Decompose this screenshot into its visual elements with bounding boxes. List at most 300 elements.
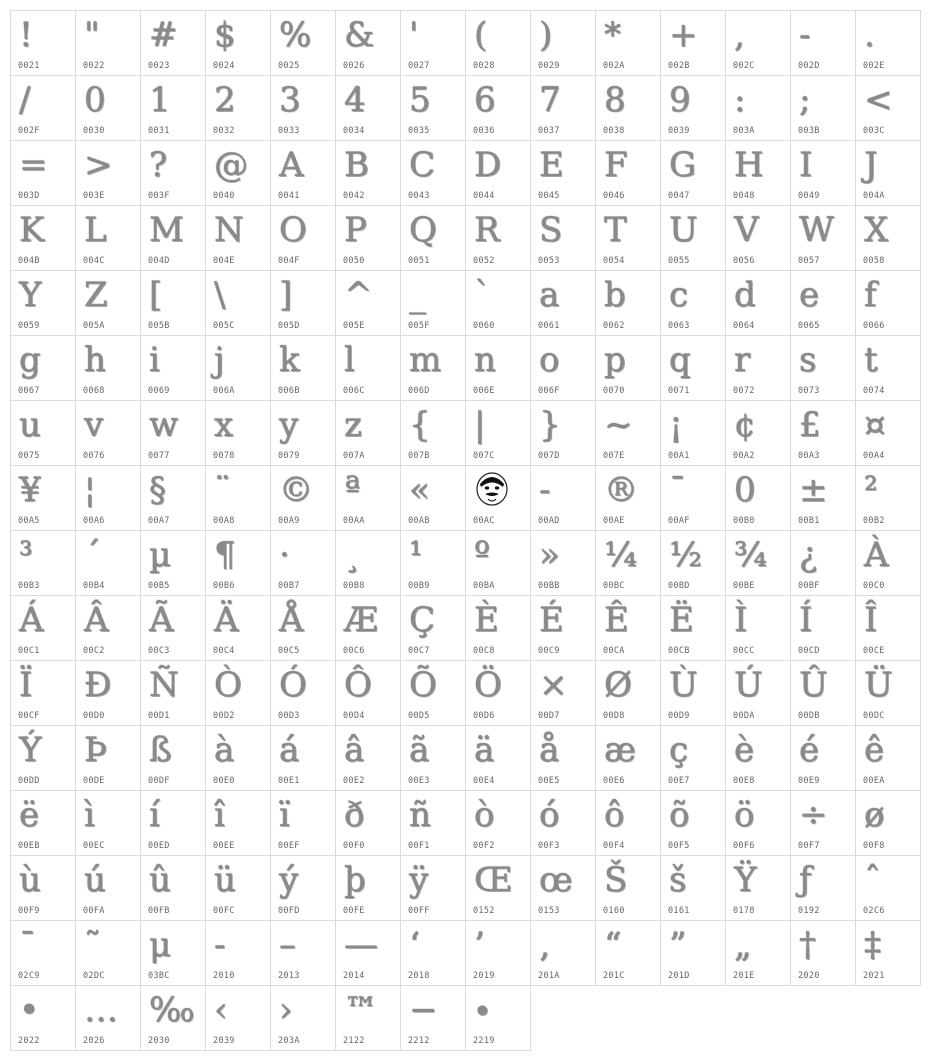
- glyph-code-label: 007C: [473, 451, 495, 461]
- glyph-code-label: 006B: [278, 386, 300, 396]
- glyph-cell: [76, 596, 141, 661]
- glyph-cell: [791, 11, 856, 76]
- glyph-cell: [336, 856, 401, 921]
- glyph-char: G: [669, 145, 697, 185]
- glyph-cell: [661, 791, 726, 856]
- glyph-cell: [466, 921, 531, 986]
- glyph-char: T: [604, 210, 627, 250]
- glyph-code-label: 00DB: [798, 711, 820, 721]
- glyph-code-label: 00A7: [148, 516, 170, 526]
- glyph-code-label: 00CA: [603, 646, 625, 656]
- glyph-char: ‐: [214, 925, 226, 965]
- glyph-code-label: 00EF: [278, 841, 300, 851]
- glyph-char: h: [84, 340, 106, 380]
- glyph-cell: [726, 596, 791, 661]
- glyph-code-label: 00A3: [798, 451, 820, 461]
- glyph-cell: [336, 271, 401, 336]
- glyph-char: Ö: [474, 665, 502, 705]
- glyph-char: $: [214, 15, 236, 55]
- glyph-cell: [726, 141, 791, 206]
- glyph-cell: [596, 11, 661, 76]
- glyph-cell: [596, 791, 661, 856]
- glyph-cell: [531, 661, 596, 726]
- glyph-code-label: 0039: [668, 126, 690, 136]
- glyph-cell: [141, 141, 206, 206]
- glyph-char: Ä: [214, 600, 239, 640]
- glyph-cell: [661, 76, 726, 141]
- glyph-char: ˜: [84, 925, 101, 965]
- glyph-cell: [401, 791, 466, 856]
- glyph-code-label: 0034: [343, 126, 365, 136]
- glyph-char: ¯: [669, 470, 686, 510]
- glyph-char: ‚: [539, 925, 550, 965]
- glyph-char: |: [474, 405, 486, 445]
- glyph-cell: [856, 11, 921, 76]
- glyph-code-label: 00C1: [18, 646, 40, 656]
- glyph-char: à: [214, 730, 235, 770]
- glyph-code-label: 004E: [213, 256, 235, 266]
- glyph-code-label: 002C: [733, 61, 755, 71]
- glyph-cell: [336, 921, 401, 986]
- glyph-code-label: 00C0: [863, 581, 885, 591]
- glyph-char: -: [539, 470, 551, 510]
- glyph-char: L: [84, 210, 107, 250]
- glyph-code-label: 00D9: [668, 711, 690, 721]
- glyph-char: K: [19, 210, 45, 250]
- glyph-code-label: 00BC: [603, 581, 625, 591]
- glyph-cell: [271, 271, 336, 336]
- glyph-char: ¡: [669, 405, 683, 445]
- glyph-char: /: [19, 80, 31, 120]
- glyph-char: ©: [279, 470, 313, 510]
- glyph-cell: [466, 726, 531, 791]
- glyph-char: g: [19, 340, 41, 380]
- glyph-code-label: 004F: [278, 256, 300, 266]
- glyph-cell: [661, 11, 726, 76]
- glyph-cell: [271, 141, 336, 206]
- glyph-code-label: 007E: [603, 451, 625, 461]
- glyph-char: ü: [214, 860, 236, 900]
- glyph-code-label: 00BE: [733, 581, 755, 591]
- glyph-code-label: 00B6: [213, 581, 235, 591]
- glyph-cell: [271, 661, 336, 726]
- glyph-code-label: 00E2: [343, 776, 365, 786]
- glyph-code-label: 00F0: [343, 841, 365, 851]
- glyph-code-label: 00F9: [18, 906, 40, 916]
- glyph-code-label: 00B3: [18, 581, 40, 591]
- glyph-cell: [466, 206, 531, 271]
- glyph-cell: [466, 986, 531, 1051]
- glyph-code-label: 005A: [83, 321, 105, 331]
- glyph-cell: [791, 401, 856, 466]
- glyph-code-label: 0048: [733, 191, 755, 201]
- glyph-code-label: 006C: [343, 386, 365, 396]
- glyph-code-label: 0024: [213, 61, 235, 71]
- glyph-char: ó: [539, 795, 560, 835]
- glyph-code-label: 0043: [408, 191, 430, 201]
- glyph-cell: [661, 596, 726, 661]
- glyph-cell: [401, 206, 466, 271]
- glyph-cell: [206, 401, 271, 466]
- glyph-code-label: 0047: [668, 191, 690, 201]
- glyph-char: _: [409, 275, 426, 315]
- glyph-char: −: [409, 990, 438, 1030]
- glyph-char: ∙: [474, 990, 491, 1030]
- glyph-char: W: [799, 210, 834, 250]
- glyph-cell: [466, 336, 531, 401]
- glyph-char: ê: [864, 730, 885, 770]
- glyph-code-label: 0153: [538, 906, 560, 916]
- glyph-char: Û: [799, 665, 828, 705]
- glyph-cell: [206, 726, 271, 791]
- glyph-code-label: 0028: [473, 61, 495, 71]
- glyph-code-label: 00A1: [668, 451, 690, 461]
- glyph-code-label: 0152: [473, 906, 495, 916]
- glyph-cell: [466, 76, 531, 141]
- glyph-code-label: 007A: [343, 451, 365, 461]
- glyph-cell: [531, 791, 596, 856]
- glyph-cell: [141, 661, 206, 726]
- glyph-cell: [596, 141, 661, 206]
- glyph-code-label: 004D: [148, 256, 170, 266]
- glyph-code-label: 00A6: [83, 516, 105, 526]
- glyph-char: =: [19, 145, 48, 185]
- glyph-char: j: [214, 340, 225, 380]
- glyph-code-label: 00E6: [603, 776, 625, 786]
- glyph-char: ?: [149, 145, 168, 185]
- glyph-code-label: 00F3: [538, 841, 560, 851]
- glyph-cell: [76, 11, 141, 76]
- glyph-code-label: 00C6: [343, 646, 365, 656]
- glyph-code-label: 004C: [83, 256, 105, 266]
- glyph-code-label: 0031: [148, 126, 170, 136]
- glyph-cell: [271, 921, 336, 986]
- glyph-code-label: 00DF: [148, 776, 170, 786]
- glyph-code-label: 0044: [473, 191, 495, 201]
- glyph-code-label: 005C: [213, 321, 235, 331]
- glyph-cell: [11, 11, 76, 76]
- glyph-char: P: [344, 210, 367, 250]
- glyph-char: ä: [474, 730, 495, 770]
- glyph-char: Î: [864, 600, 878, 640]
- glyph-cell: [726, 466, 791, 531]
- glyph-code-label: 00BA: [473, 581, 495, 591]
- glyph-char: .: [864, 15, 875, 55]
- glyph-cell: [11, 141, 76, 206]
- glyph-cell: [726, 726, 791, 791]
- glyph-char: Å: [279, 600, 304, 640]
- glyph-char: þ: [344, 860, 366, 900]
- glyph-code-label: 00E0: [213, 776, 235, 786]
- glyph-cell: [856, 206, 921, 271]
- glyph-cell: [596, 921, 661, 986]
- glyph-code-label: 005E: [343, 321, 365, 331]
- glyph-char: ¢: [734, 405, 756, 445]
- glyph-cell: [531, 11, 596, 76]
- glyph-char: t: [864, 340, 878, 380]
- glyph-char: «: [409, 470, 430, 510]
- glyph-char: b: [604, 275, 626, 315]
- glyph-char: ¦: [84, 470, 96, 510]
- glyph-code-label: 006F: [538, 386, 560, 396]
- glyph-cell: [596, 531, 661, 596]
- glyph-cell: [336, 11, 401, 76]
- glyph-cell: [401, 531, 466, 596]
- glyph-cell: [726, 336, 791, 401]
- glyph-char: ·: [279, 535, 290, 575]
- glyph-char: †: [799, 925, 816, 965]
- glyph-cell: [336, 531, 401, 596]
- glyph-code-label: 00E5: [538, 776, 560, 786]
- glyph-char: Ü: [864, 665, 893, 705]
- glyph-code-label: 002D: [798, 61, 820, 71]
- glyph-cell: [76, 401, 141, 466]
- glyph-char: 3: [279, 80, 301, 120]
- glyph-cell: [791, 791, 856, 856]
- glyph-char: ¤: [864, 405, 886, 445]
- glyph-char: M: [149, 210, 184, 250]
- glyph-code-label: 002F: [18, 126, 40, 136]
- glyph-char: R: [474, 210, 500, 250]
- glyph-char: a: [539, 275, 560, 315]
- glyph-code-label: 00FF: [408, 906, 430, 916]
- glyph-code-label: 00AA: [343, 516, 365, 526]
- glyph-char: Ê: [604, 600, 629, 640]
- glyph-code-label: 00D7: [538, 711, 560, 721]
- glyph-code-label: 0074: [863, 386, 885, 396]
- glyph-cell: [726, 856, 791, 921]
- glyph-code-label: 0033: [278, 126, 300, 136]
- glyph-cell: [11, 791, 76, 856]
- glyph-char: ‘: [409, 925, 420, 965]
- glyph-code-label: 00DD: [18, 776, 40, 786]
- glyph-code-label: 0046: [603, 191, 625, 201]
- glyph-cell: [76, 726, 141, 791]
- glyph-cell: [661, 401, 726, 466]
- glyph-char: u: [19, 405, 41, 445]
- glyph-cell: [791, 596, 856, 661]
- glyph-char: Ÿ: [734, 860, 757, 900]
- glyph-code-label: 004A: [863, 191, 885, 201]
- glyph-cell: [206, 921, 271, 986]
- glyph-cell: [76, 791, 141, 856]
- glyph-code-label: 00D5: [408, 711, 430, 721]
- glyph-cell: [206, 11, 271, 76]
- glyph-cell: [856, 921, 921, 986]
- glyph-code-label: 0053: [538, 256, 560, 266]
- glyph-code-label: 0077: [148, 451, 170, 461]
- glyph-code-label: 2022: [18, 1036, 40, 1046]
- glyph-cell: [336, 596, 401, 661]
- glyph-char: “: [604, 925, 622, 965]
- glyph-char: ~: [604, 405, 633, 445]
- glyph-char: S: [539, 210, 563, 250]
- glyph-code-label: 00CE: [863, 646, 885, 656]
- glyph-char: [: [149, 275, 163, 315]
- glyph-char: ›: [279, 990, 293, 1030]
- glyph-code-label: 00B1: [798, 516, 820, 526]
- glyph-code-label: 00AD: [538, 516, 560, 526]
- glyph-char: ": [84, 15, 100, 55]
- glyph-char: y: [279, 405, 299, 445]
- glyph-code-label: 0061: [538, 321, 560, 331]
- glyph-code-label: 00BF: [798, 581, 820, 591]
- glyph-code-label: 0065: [798, 321, 820, 331]
- glyph-cell: [466, 11, 531, 76]
- glyph-cell: [141, 336, 206, 401]
- glyph-code-label: 00CC: [733, 646, 755, 656]
- glyph-cell: [141, 726, 206, 791]
- glyph-char: Z: [84, 275, 108, 315]
- glyph-cell: [76, 206, 141, 271]
- glyph-cell: [531, 271, 596, 336]
- glyph-char: ˆ: [864, 860, 881, 900]
- glyph-char: ë: [19, 795, 40, 835]
- glyph-char: <: [864, 80, 893, 120]
- glyph-code-label: 0075: [18, 451, 40, 461]
- glyph-code-label: 00FB: [148, 906, 170, 916]
- glyph-char: #: [149, 15, 178, 55]
- glyph-char: ¹: [409, 535, 423, 575]
- glyph-cell: [856, 401, 921, 466]
- glyph-char: ^: [344, 275, 373, 315]
- glyph-cell: [726, 791, 791, 856]
- glyph-code-label: 00BB: [538, 581, 560, 591]
- glyph-char: p: [604, 340, 626, 380]
- glyph-code-label: 0052: [473, 256, 495, 266]
- glyph-code-label: 00C5: [278, 646, 300, 656]
- glyph-char: Â: [84, 600, 109, 640]
- glyph-cell: [401, 401, 466, 466]
- face-portrait-icon: [476, 472, 508, 506]
- glyph-code-label: 0071: [668, 386, 690, 396]
- glyph-code-label: 0023: [148, 61, 170, 71]
- glyph-cell: [531, 76, 596, 141]
- glyph-char: Y: [19, 275, 42, 315]
- glyph-char: w: [149, 405, 179, 445]
- glyph-char: ”: [669, 925, 687, 965]
- glyph-code-label: 0069: [148, 386, 170, 396]
- glyph-char: ƒ: [799, 860, 812, 900]
- glyph-cell: [336, 466, 401, 531]
- glyph-cell: [531, 336, 596, 401]
- glyph-char: ð: [344, 795, 365, 835]
- glyph-code-label: 0178: [733, 906, 755, 916]
- glyph-cell: [336, 206, 401, 271]
- glyph-code-label: 2030: [148, 1036, 170, 1046]
- glyph-code-label: 0160: [603, 906, 625, 916]
- glyph-code-label: 00B0: [733, 516, 755, 526]
- glyph-char: Þ: [84, 730, 107, 770]
- glyph-code-label: 0041: [278, 191, 300, 201]
- glyph-char: •: [19, 990, 40, 1030]
- glyph-cell: [401, 336, 466, 401]
- glyph-char: è: [734, 730, 755, 770]
- glyph-cell: [336, 986, 401, 1051]
- glyph-cell: [596, 661, 661, 726]
- glyph-cell: [336, 401, 401, 466]
- glyph-code-label: 003C: [863, 126, 885, 136]
- glyph-grid: [10, 10, 922, 1051]
- glyph-char: ³: [19, 535, 33, 575]
- glyph-code-label: 0027: [408, 61, 430, 71]
- glyph-code-label: 2013: [278, 971, 300, 981]
- glyph-char: {: [409, 405, 431, 445]
- glyph-cell: [791, 661, 856, 726]
- glyph-code-label: 2018: [408, 971, 430, 981]
- glyph-char: §: [149, 470, 166, 510]
- glyph-cell: [206, 596, 271, 661]
- glyph-char: ¼: [604, 535, 637, 575]
- glyph-code-label: 2122: [343, 1036, 365, 1046]
- glyph-code-label: 00E8: [733, 776, 755, 786]
- glyph-code-label: 00C9: [538, 646, 560, 656]
- glyph-cell: [726, 661, 791, 726]
- glyph-char: v: [84, 405, 104, 445]
- glyph-code-label: 0030: [83, 126, 105, 136]
- glyph-cell: [206, 336, 271, 401]
- glyph-cell: [661, 531, 726, 596]
- glyph-char: }: [539, 405, 561, 445]
- glyph-cell: [596, 596, 661, 661]
- glyph-cell: [271, 336, 336, 401]
- glyph-char: Ô: [344, 665, 372, 705]
- glyph-cell: [271, 726, 336, 791]
- glyph-cell: [206, 856, 271, 921]
- glyph-cell: [791, 271, 856, 336]
- glyph-cell: [336, 661, 401, 726]
- glyph-code-label: 003D: [18, 191, 40, 201]
- glyph-code-label: 00D4: [343, 711, 365, 721]
- glyph-char: Õ: [409, 665, 437, 705]
- glyph-cell: [466, 466, 531, 531]
- glyph-char: H: [734, 145, 764, 185]
- glyph-cell: [401, 466, 466, 531]
- glyph-char: î: [214, 795, 225, 835]
- glyph-code-label: 0036: [473, 126, 495, 136]
- glyph-code-label: 0057: [798, 256, 820, 266]
- glyph-code-label: 003A: [733, 126, 755, 136]
- glyph-code-label: 00F5: [668, 841, 690, 851]
- glyph-cell: [336, 791, 401, 856]
- glyph-char: C: [409, 145, 436, 185]
- glyph-char: ½: [669, 535, 702, 575]
- glyph-char: I: [799, 145, 813, 185]
- glyph-char: \: [214, 275, 226, 315]
- glyph-char: e: [799, 275, 820, 315]
- glyph-cell: [141, 791, 206, 856]
- glyph-cell: [141, 271, 206, 336]
- glyph-code-label: 00C2: [83, 646, 105, 656]
- glyph-char: ÷: [799, 795, 828, 835]
- glyph-cell: [141, 986, 206, 1051]
- glyph-char: >: [84, 145, 113, 185]
- glyph-code-label: 02DC: [83, 971, 105, 981]
- glyph-cell: [726, 271, 791, 336]
- glyph-char: Ò: [214, 665, 242, 705]
- glyph-code-label: 00FD: [278, 906, 300, 916]
- glyph-char: „: [734, 925, 752, 965]
- glyph-cell: [76, 271, 141, 336]
- glyph-char: +: [669, 15, 698, 55]
- glyph-char: (: [474, 15, 488, 55]
- glyph-char: o: [539, 340, 560, 380]
- glyph-cell: [531, 531, 596, 596]
- glyph-char: z: [344, 405, 362, 445]
- glyph-code-label: 00ED: [148, 841, 170, 851]
- glyph-cell: [596, 336, 661, 401]
- glyph-char: d: [734, 275, 756, 315]
